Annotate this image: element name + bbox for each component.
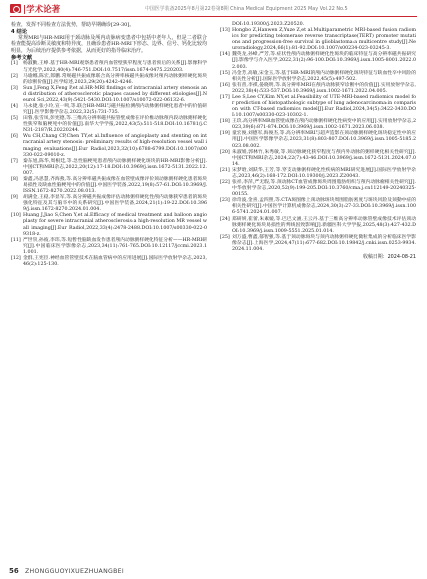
reference-text: 秦东旭,陈华,周根廷,等.急性脑梗死患者颅内动脉粥样硬化斑块的HR-MRI影像分析[J].中国CT和MRI杂志,2022,20(12):17-18.DOI:10.3969/j.issn.1672-5131.2022.12.007. xyxy=(23,158,207,176)
reference-number: [24] xyxy=(220,216,230,222)
reference-number: [17] xyxy=(220,94,230,100)
reference-item xyxy=(220,119,416,131)
reference-number: [19] xyxy=(220,131,230,137)
reference-item xyxy=(11,134,207,158)
reference-text: Hongbo Z,Hanwen Z,Yuze Z,et al.Multiparametric MRI-based fusion radiomics for predicting telomerase reverse transcriptase(TERT) promoter mutations and progression-free survival in glioblastoma:a multicentre study[J].Neuroradiology,2024,66(1):81-92.DOI:10.1007/s00234-023-03245-3. xyxy=(232,28,416,52)
reference-number: [1] xyxy=(11,61,18,67)
reference-text: 杨淑勤,王峥.基于HR-MRI观察患者颅内血管壁狭窄程度与患者预后的关系[J].影像科学与光化学,2022,40(4):746-751.DOI:10.7517/issn.1674-0475.220203. xyxy=(23,61,207,73)
reference-text: 童宏俊,刘德军,海俊杰,等.高分辨率MRI与超声造影在颈动脉粥样硬化斑块稳定性中的应用[J].中国医学影像学杂志,2023,31(8):803-807.DOI:10.3969/j.issn.1005-5185.2023.08.002. xyxy=(232,131,416,149)
reference-item xyxy=(11,116,207,134)
page-header xyxy=(0,0,427,17)
reference-text: 秦鑫,冯思慧,齐海燕,等.高分辨率磁共振成像在血管壁成像评价颈动脉粥样硬化患者斑块易损性及缺血性脑梗死中的价值[J].中国医学装备,2022,19(8):57-61.DOI:10.3969/J.ISSN.1672-8270.2022.08.013. xyxy=(23,176,207,195)
reference-text: 马永捷,张小玲,宣一鸣,等.联合HR-MRI与磁共振检测颅内动脉粥样硬化患者中的价值研究[J].医学影像学杂志,2022,32(5):731-735. xyxy=(23,103,207,116)
reference-item xyxy=(220,83,416,95)
reference-text: 宋梦晗,刘跃华,王芳,等.穿支动脉粥样硬化性疾病的MRI研究进展[J].国际医学放射学杂志,2023,46(2):168-172.DOI:10.19300/j.2023.Z20043. xyxy=(232,167,416,179)
reference-text: 张祥,李萍,严无瑕,等.颈动脉CT血管成像斑块周围脂肪组织与颅内动脉瘤相关性研究[J].中华放射学杂志,2020,52(9):199-205.DOI:10.3760/cma.j.cn112149-20240325-00155. xyxy=(232,180,416,198)
reference-text: 马瑜娜,陈宏,郎鹏.常规磁共振成像联合高分辨率核磁共振成像对颅内动脉粥样硬化斑块的诊断价值[J].医学综述,2023,29(20):4242-4246. xyxy=(23,73,207,85)
header-divider xyxy=(10,16,417,17)
reference-item xyxy=(220,52,416,70)
reference-number: [6] xyxy=(11,134,18,140)
reference-number: [16] xyxy=(220,82,230,88)
reference-text: 刘万盛,曹鑫,郁智强,等.基于颈动脉斑块与颈内动脉粥样硬化微粒集成的分析临床医学影像杂志[J].上海医学,2024,47(11):677-682.DOI:10.19842/j.cnki.issn.0253-9934.2024.11.004. xyxy=(232,234,416,252)
reference-number: [25] xyxy=(220,234,230,240)
intro-paragraph: 检查，发挥不同检查方法优势，帮助早期确诊[29-30]。 xyxy=(11,22,135,28)
reference-item xyxy=(11,159,207,177)
reference-item xyxy=(11,104,207,116)
page-footer xyxy=(0,564,427,579)
reference-list xyxy=(220,28,416,253)
reference-text: 魏英龙,孙峰,严芳,等.症状性颅内动脉粥样硬化性斑块的临床特征与高分辨率磁共振研究[J].影像学与介入医学,2022,31(2):96-100.DOI:10.3969/j.issn.1005-8001.2022.02.003. xyxy=(232,52,416,70)
reference-item xyxy=(11,238,207,256)
reference-item xyxy=(220,71,416,83)
reference-number: [5] xyxy=(11,116,18,122)
reference-number: [4] xyxy=(11,103,18,109)
reference-item xyxy=(220,198,416,216)
journal-footer-name: ZHONGGUOYIXUEZHUANGBEI xyxy=(25,568,124,575)
reference-number: [14] xyxy=(220,52,230,58)
reference-item xyxy=(11,86,207,104)
reference-number: [11] xyxy=(11,237,21,243)
reference-item xyxy=(220,95,416,119)
reference-text: 张有普,李祺,晏晓明,等.高分辨率MRI在颅内动脉狭窄诊断中的价值[J].实用放射学杂志,2022,38(4):533-537.DOI:10.3969/j.issn.1002-1671.2022.04.005. xyxy=(232,82,416,94)
reference-text: Sun J,Feng X,Feng P,et al.HR-MRI findings of intracranial artery stenosis and distribution of atherosclerotic plaques caused by different etiologies[J].Neurol Sci,2022,43(9):5421-5430.DOI:10.1007/s10072-022-06132-6. xyxy=(23,85,207,103)
reference-text: 朱淑娟,郭林竹,朱秀敏,等.颈动脉硬化狭窄程度与颅内外动脉的粥样硬化相关性研究[J].中国CT和MRI杂志,2024,22(7):43-46.DOI:10.3969/j.issn.1672-5131.2024.07.014. xyxy=(232,149,416,167)
reference-number: [2] xyxy=(11,73,18,79)
reference-item xyxy=(11,213,207,237)
page-number: 56 xyxy=(9,567,19,575)
reference-number: [18] xyxy=(220,119,230,125)
reference-text: Huang J,Jiao S,Chen Y,et al.Efficacy of medical treatment and balloon angioplasty for severe intracranial atherosclerosis:a high-resolution MR vessel wall imaging[J].Eur Radiol,2022,33(4):2478-2488.DOI:10.1007/s00330-022-09318-z. xyxy=(23,213,207,237)
reference-text: 金群,王宪臣.神经血管管壁技术在脑血管病中的应用进展[J].国际医学放射学杂志,2023,46(2):125-130. xyxy=(23,255,207,268)
reference-text: 郑研妍,崔蕾,朱素媛,等.巴巴文涵,王云丹.基于三维高分辨率动脉管壁成像技术评估颈动脉粥样硬化斑块易损性的判线因致影响[J].新疆医科大学学报,2025,48(3):427-432.DOI:10.3969/j.issn.1009-5551.2025.01.014. xyxy=(232,216,416,234)
left-column xyxy=(11,22,207,268)
reference-text: 冯金芳,高敏,宋金玉,等.基于HR-MRI的颅内动脉粥样硬化斑块特征与缺血性卒中风险的相关性分析[J].国际医学放射学杂志,2022,45(5):497-502. xyxy=(232,70,416,82)
reference-item xyxy=(11,61,207,73)
reference-item xyxy=(11,74,207,86)
reference-item xyxy=(220,150,416,168)
reference-number: [20] xyxy=(220,149,230,155)
reference-list xyxy=(11,61,207,268)
reference-text: 田蓉,张雪凤,彭宪德,等.三维高分辨率磁共振管壁成像在评价椎动脉颅内段动脉粥样硬化性狭窄和脑梗死中的价值[J].南华大学学报,2022,43(5):511-518.DOI:10.16781/j.CN31-2187/R.20220244. xyxy=(23,116,207,134)
reference-number: [10] xyxy=(11,213,21,219)
section-heading: 4 结论 xyxy=(11,28,28,35)
reference-item xyxy=(220,28,416,52)
right-column xyxy=(220,22,416,260)
reference-number: [13] xyxy=(220,28,230,34)
section-brand: |学术论著 xyxy=(23,5,61,15)
reference-text: Lee S,Lee CY,Kim NY,et al.Feasibility of UTE-MRI-based radiomics model for prediction of histopathologic subtype of lung adenocarcinoma:in comparison with CT-based radiomics model[J].Eur Radiol,2024,34(5):3422-3430.DOI:10.1007/s00330-023-10302-1. xyxy=(232,94,416,119)
reference-text: 严世崇,孙彼,李玮,等.短暂性脑缺血发作患者颅内动脉粥样硬化特征分析——HR-MRI研究[J].中国临床医学影像杂志,2023,34(11):761-765.DOI:10.12117/jccmi.2023.11.001. xyxy=(23,237,207,255)
received-date: 收稿日期：2024-08-21 xyxy=(363,253,416,260)
reference-number: [12] xyxy=(11,255,21,261)
reference-number: [15] xyxy=(220,70,230,76)
reference-number: [21] xyxy=(220,167,230,173)
reference-text: 徐奇波,金喜,孟四照,等.CTA斑图像上颈动脉斑块周围脂肪密度与斑块风险及颈動中症的相关性研究[J].中国医学计算机成像杂志,2024,30(3):27-33.DOI:10.3969/j.issn.1006-5741.2024.01.007. xyxy=(232,198,416,216)
reference-item xyxy=(220,217,416,235)
references-heading: 参考文献 xyxy=(11,54,33,61)
reference-text: Wu CH,Chang CP,Chen TY,et al.Influence of angioplasty and stenting on intracranial artery stenosis: preliminary results of high-resolution vessel wall imaging evaluations[J].Eur Radiol,2023,32(10):6788-6799.DOI:10.1007/s00330-022-09010-z. xyxy=(23,134,207,158)
reference-number: [22] xyxy=(220,180,230,186)
reference-continuation: DOI:10.19300/j.2023.Z20520. xyxy=(232,22,305,27)
conclusion-paragraph: 常规MRI与HR-MRI用于颈动脉及颅内动脉病变患者中包括中老年人，但是二者联合检查能提高诊断灵敏度和特异度，且确诊患者HR-MRI下形态、边界、信号、钙化比较均明显，为后续治疗提供参考依据，从而更好的指导临床治疗。 xyxy=(11,35,207,54)
reference-number: [8] xyxy=(11,176,18,182)
reference-item xyxy=(220,180,416,198)
reference-item xyxy=(11,177,207,195)
reference-item xyxy=(220,168,416,180)
journal-citation: 中国医学装备2025年8月第22卷第8期 China Medical Equipment 2025 May Vol.22 No.5 xyxy=(145,5,348,12)
reference-item xyxy=(220,131,416,149)
reference-number: [9] xyxy=(11,195,18,201)
reference-number: [3] xyxy=(11,85,18,91)
reference-item xyxy=(11,195,207,213)
reference-item xyxy=(220,235,416,253)
reference-item xyxy=(11,256,207,268)
reference-number: [7] xyxy=(11,158,18,164)
journal-logo-icon xyxy=(10,4,21,13)
reference-text: 王玖.高分辨率MR血管壁成像在颅内动脉粥样硬化性病变中的应用[J].实用放射学杂志,2023,39(6):871-874.DOI:10.3969/j.issn.1002-1671.2023.06.038. xyxy=(232,119,416,131)
reference-text: 胡满金,王稳,李显军,等.高分辨磁共振成像评估动脉粥样硬化性颅内动脉狭窄患者的斑块强化特征及其与脑卒中的关系研究[J].中国医学装备,2024,21(1):19-22.DOI:10.3969/j.issn.1672-8270.2024.01.004. xyxy=(23,195,207,213)
reference-number: [23] xyxy=(220,198,230,204)
